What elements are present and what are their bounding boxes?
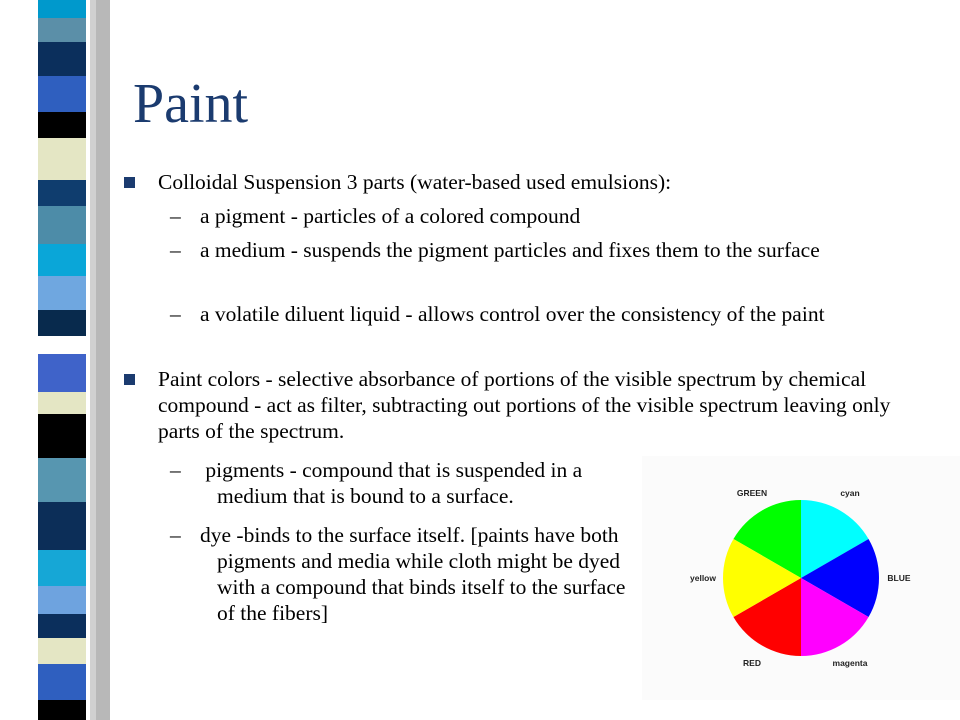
decorative-left-strip [0,0,110,720]
wheel-label-cyan: cyan [840,488,860,499]
sub-bullet-text: a volatile diluent liquid - allows control over the consistency of the paint [200,302,825,326]
bullet-colloidal-suspension [158,169,928,195]
wheel-label-green: GREEN [736,488,768,499]
sub-bullet-text: dye -binds to the surface itself. [paints have both pigments and media while cloth might be dyed with a compound that binds itself to the surface of the fibers] [200,523,626,625]
sub-bullet-dye [170,522,640,626]
dash-icon: – [170,238,181,262]
dash-icon: – [170,458,181,482]
slide-title: Paint [133,73,249,135]
sub-bullet-pigment [170,203,928,229]
dash-icon: – [170,302,181,326]
color-wheel-figure [642,456,960,700]
square-bullet-icon [124,177,135,188]
dash-icon: – [170,523,181,547]
sub-bullet-diluent [170,301,928,327]
bullet-text: Colloidal Suspension 3 parts (water-based used emulsions): [158,170,672,194]
wheel-label-blue: BLUE [887,573,911,583]
bullet-paint-colors [158,366,928,444]
wheel-label-magenta: magenta [832,657,868,668]
square-bullet-icon [124,374,135,385]
wheel-label-red: RED [743,657,761,668]
sub-bullet-medium [170,237,928,263]
sub-bullet-text: pigments - compound that is suspended in a medium that is bound to a surface. [200,458,588,508]
color-wheel [642,456,960,700]
bullet-text: Paint colors - selective absorbance of portions of the visible spectrum by chemical compound - act as filter, subtracting out portions of the visible spectrum leaving only parts of the spectrum. [158,367,891,443]
dash-icon: – [170,204,181,228]
sub-bullet-text: a pigment - particles of a colored compound [200,204,581,228]
sub-bullet-pigments [170,457,640,509]
sub-bullet-text: a medium - suspends the pigment particles and fixes them to the surface [200,238,820,262]
wheel-label-yellow: yellow [690,573,716,583]
